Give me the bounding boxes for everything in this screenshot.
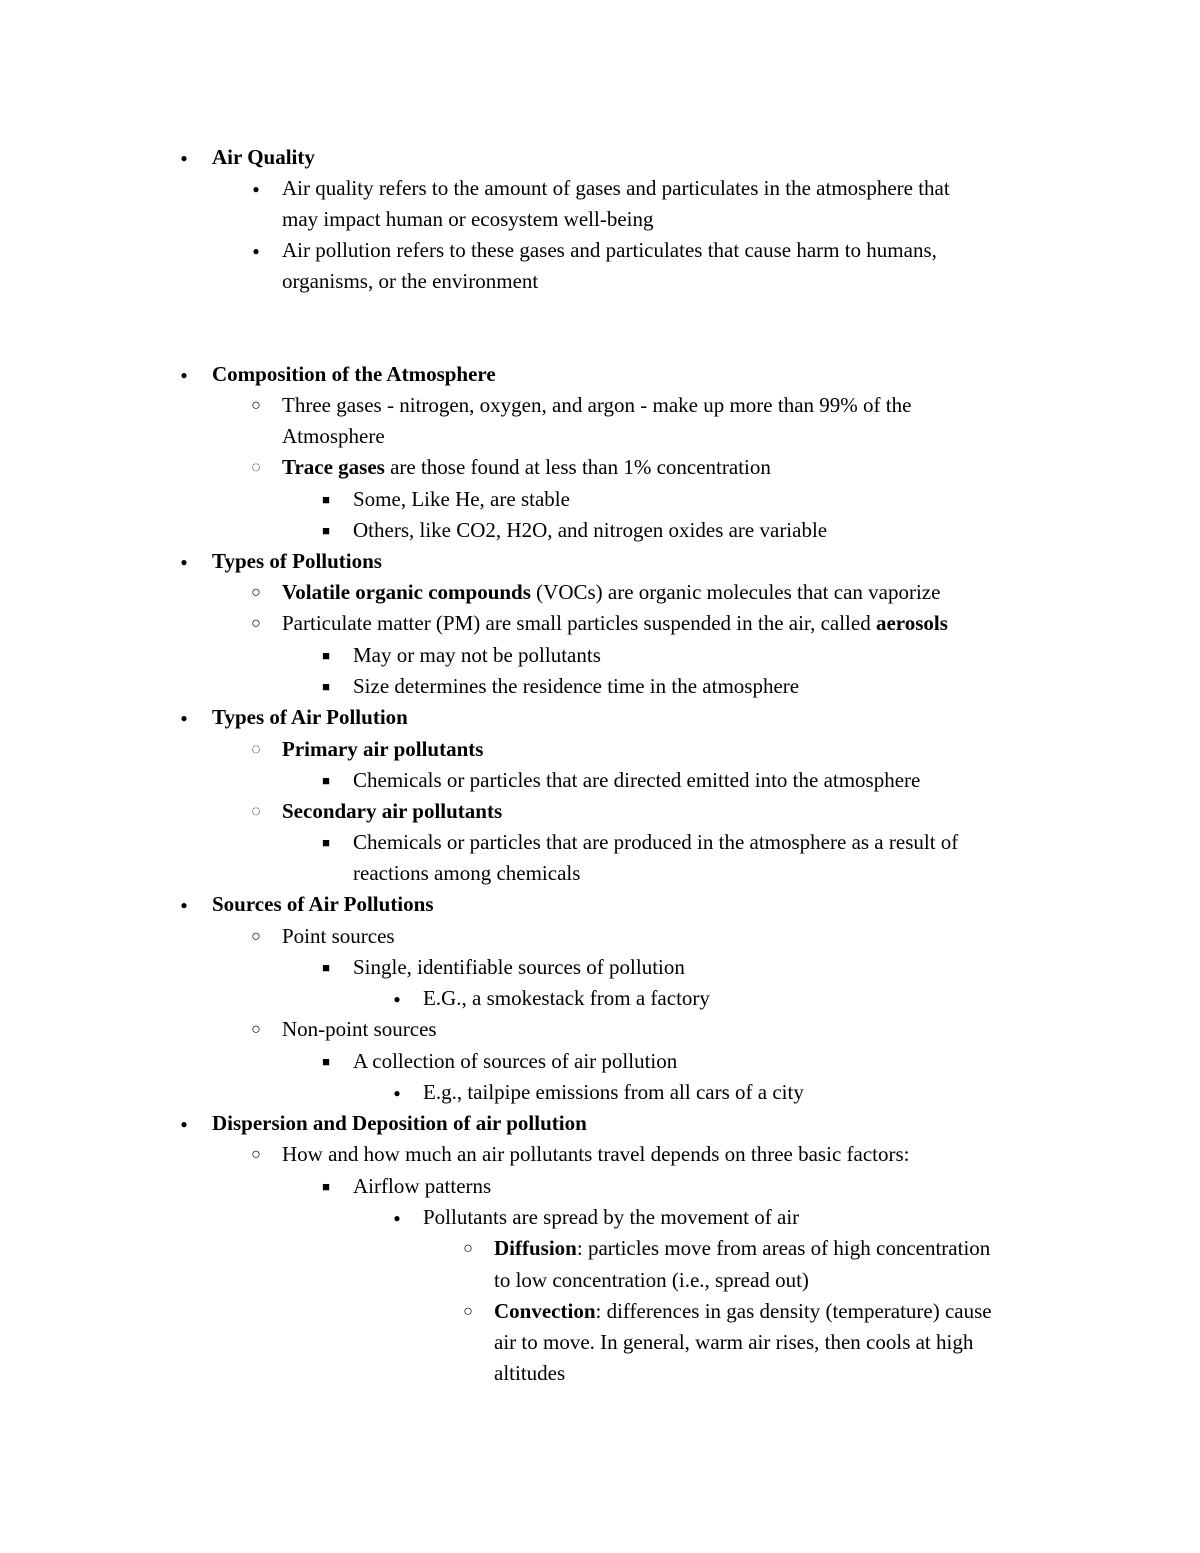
list-item: Pollutants are spread by the movement of air [423,1205,800,1229]
bullet-disc [174,702,194,734]
list-item-text: are those found at less than 1% concentration [384,455,771,479]
list-item: altitudes [494,1361,566,1385]
list-item: Air pollution refers to these gases and particulates that cause harm to humans, [282,238,937,262]
list-item: organisms, or the environment [282,269,539,293]
bullet-square [316,1171,336,1202]
bullet-circle [246,608,266,639]
bullet-dotted-circle [246,796,266,827]
bullet-dotted-circle [246,452,266,483]
list-item: reactions among chemicals [353,861,581,885]
list-item-text: : particles move from areas of high concentration [576,1236,991,1260]
list-item: Atmosphere [282,424,385,448]
term-diffusion: Diffusion [494,1236,577,1260]
list-item: Chemicals or particles that are directed emitted into the atmosphere [353,768,921,792]
term-vocs: Volatile organic compounds [282,580,531,604]
bullet-disc [387,983,407,1015]
bullet-square [316,827,336,858]
bullet-disc [246,173,266,205]
list-item: Some, Like He, are stable [353,487,570,511]
bullet-disc [174,1108,194,1140]
heading-air-quality: Air Quality [212,145,315,169]
bullet-square [316,765,336,796]
list-item-text: Particulate matter (PM) are small particles suspended in the air, called [282,611,876,635]
list-item: May or may not be pollutants [353,643,601,667]
bullet-circle [246,921,266,952]
bullet-square [316,640,336,671]
bullet-disc [387,1202,407,1234]
list-item: Others, like CO2, H2O, and nitrogen oxides are variable [353,518,828,542]
list-item: Primary air pollutants [282,737,484,761]
heading-sources: Sources of Air Pollutions [212,892,434,916]
list-item: may impact human or ecosystem well-being [282,207,654,231]
list-item: Point sources [282,924,395,948]
bullet-square [316,515,336,546]
term-convection: Convection [494,1299,596,1323]
term-trace-gases: Trace gases [282,455,385,479]
list-item: Non-point sources [282,1017,437,1041]
list-item: Size determines the residence time in the atmosphere [353,674,800,698]
bullet-circle [246,390,266,421]
bullet-circle [246,577,266,608]
bullet-disc [174,359,194,391]
list-item [494,1296,992,1327]
list-item: Single, identifiable sources of pollution [353,955,685,979]
list-item: Air quality refers to the amount of gases and particulates in the atmosphere that [282,176,950,200]
list-item: to low concentration (i.e., spread out) [494,1268,809,1292]
bullet-disc [174,546,194,578]
bullet-circle [246,1014,266,1045]
list-item [282,577,940,608]
list-item-text: : differences in gas density (temperature) cause [595,1299,992,1323]
bullet-disc [246,235,266,267]
list-item [282,608,948,639]
list-item: E.G., a smokestack from a factory [423,986,710,1010]
bullet-circle [458,1233,478,1264]
list-item: Three gases - nitrogen, oxygen, and argon - make up more than 99% of the [282,393,912,417]
bullet-circle [458,1296,478,1327]
bullet-dotted-circle [246,734,266,765]
term-aerosols: aerosols [875,611,948,635]
bullet-square [316,484,336,515]
bullet-disc [387,1077,407,1109]
list-item [494,1233,990,1264]
heading-types-of-pollutions: Types of Pollutions [212,549,382,573]
list-item: Chemicals or particles that are produced in the atmosphere as a result of [353,830,959,854]
heading-composition: Composition of the Atmosphere [212,362,496,386]
list-item [282,452,771,483]
bullet-circle [246,1139,266,1170]
list-item: E.g., tailpipe emissions from all cars of a city [423,1080,804,1104]
list-item: How and how much an air pollutants travel depends on three basic factors: [282,1142,910,1166]
list-item: air to move. In general, warm air rises, then cools at high [494,1330,974,1354]
list-item-text: (VOCs) are organic molecules that can vaporize [530,580,941,604]
bullet-square [316,1046,336,1077]
list-item: Secondary air pollutants [282,799,503,823]
bullet-disc [174,889,194,921]
bullet-square [316,952,336,983]
bullet-disc [174,142,194,174]
list-item: Airflow patterns [353,1174,492,1198]
heading-dispersion: Dispersion and Deposition of air pollution [212,1111,587,1135]
list-item: A collection of sources of air pollution [353,1049,678,1073]
heading-types-of-air-pollution: Types of Air Pollution [212,705,408,729]
bullet-square [316,671,336,702]
